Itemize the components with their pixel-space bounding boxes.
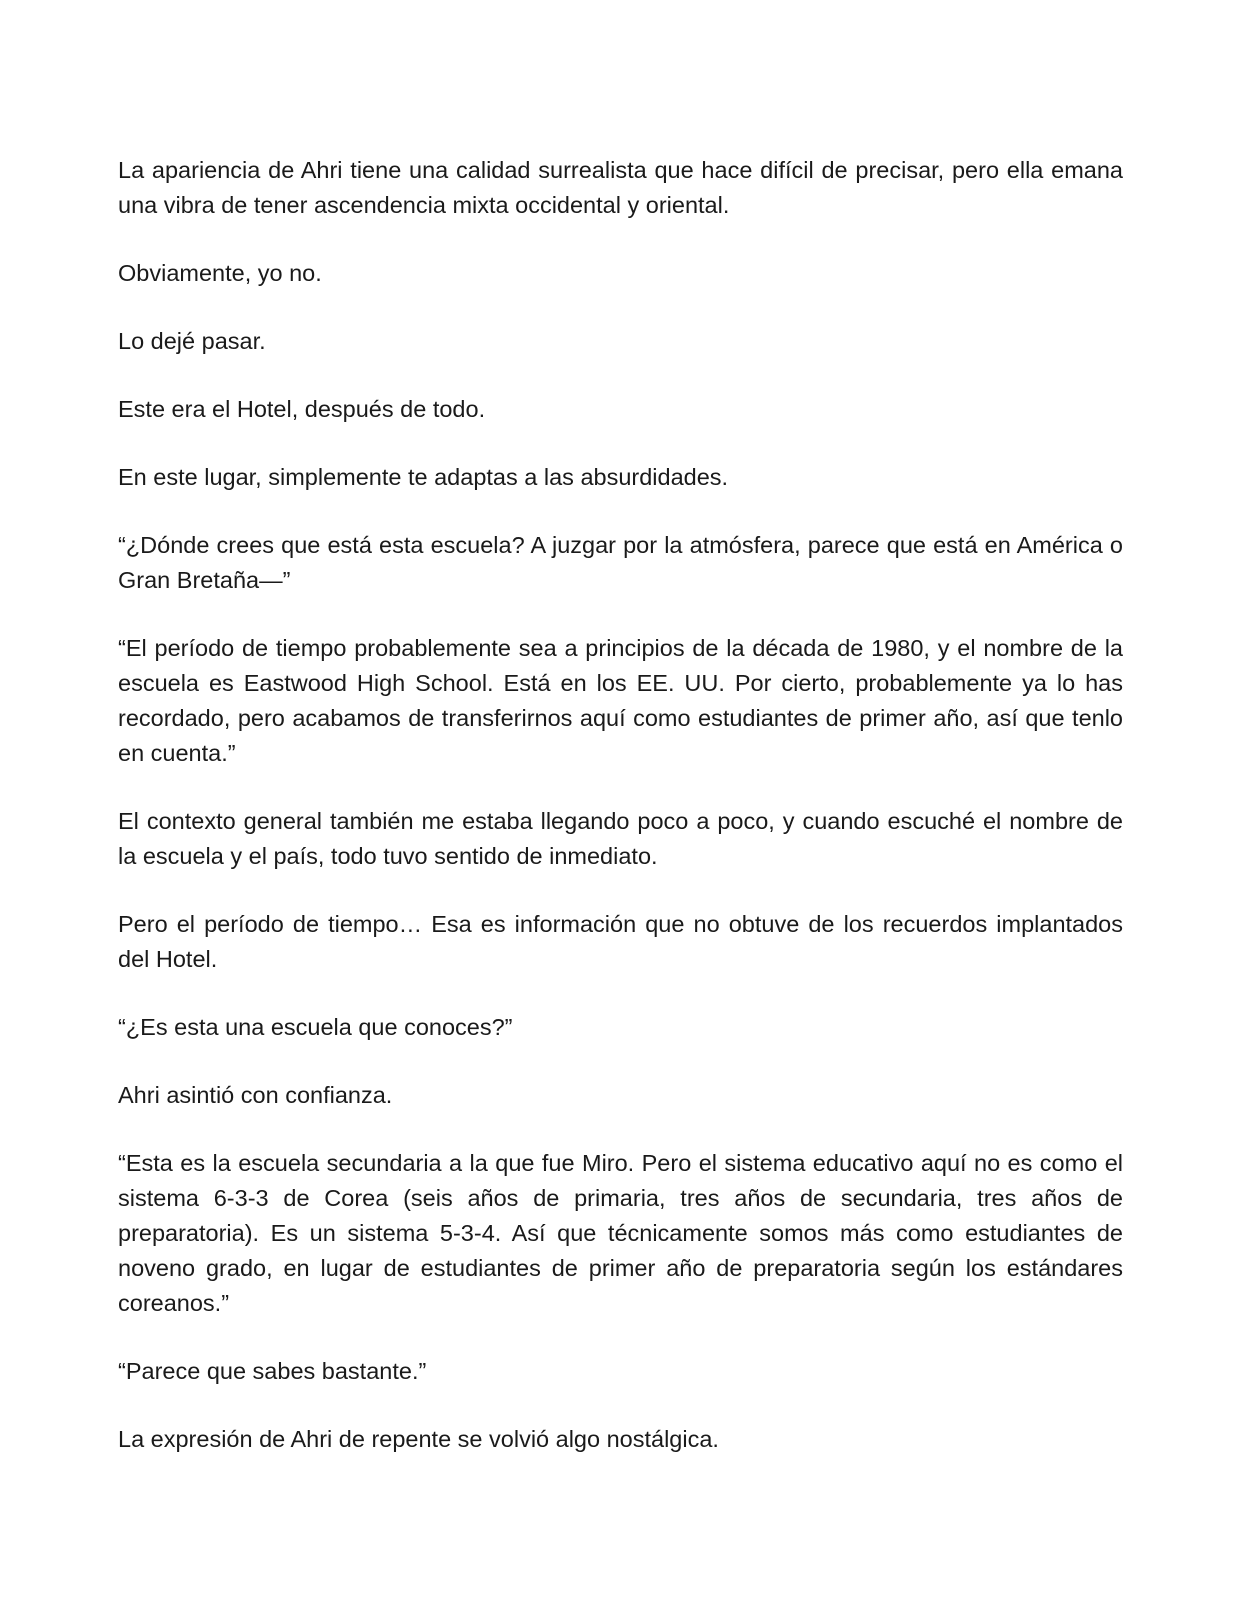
paragraph: La expresión de Ahri de repente se volvió algo nostálgica.	[118, 1426, 719, 1452]
paragraph: En este lugar, simplemente te adaptas a las absurdidades.	[118, 464, 729, 490]
paragraph: Este era el Hotel, después de todo.	[118, 396, 486, 422]
paragraph: La apariencia de Ahri tiene una calidad surrealista que hace difícil de precisar, pero ella emana una vibra de tener ascendencia mixta occidental y oriental.	[118, 157, 1123, 218]
paragraph: “¿Dónde crees que está esta escuela? A juzgar por la atmósfera, parece que está en América o Gran Bretaña—”	[118, 532, 1123, 593]
paragraph: Lo dejé pasar.	[118, 328, 266, 354]
paragraph: Obviamente, yo no.	[118, 260, 322, 286]
paragraph: “Parece que sabes bastante.”	[118, 1358, 427, 1384]
paragraph: Ahri asintió con confianza.	[118, 1082, 393, 1108]
paragraph: “Esta es la escuela secundaria a la que fue Miro. Pero el sistema educativo aquí no es como el sistema 6-3-3 de Corea (seis años de primaria, tres años de secundaria, tres años de preparatoria). Es un sistema 5-3-4. Así que técnicamente somos más como estudiantes de noveno grado, en lugar de estudiantes de primer año de preparatoria según los estándares coreanos.”	[118, 1150, 1123, 1316]
paragraph: El contexto general también me estaba llegando poco a poco, y cuando escuché el nombre de la escuela y el país, todo tuvo sentido de inmediato.	[118, 808, 1123, 869]
document-body	[118, 153, 1123, 1490]
paragraph: Pero el período de tiempo… Esa es información que no obtuve de los recuerdos implantados del Hotel.	[118, 911, 1123, 972]
paragraph: “¿Es esta una escuela que conoces?”	[118, 1014, 513, 1040]
paragraph: “El período de tiempo probablemente sea a principios de la década de 1980, y el nombre de la escuela es Eastwood High School. Está en los EE. UU. Por cierto, probablemente ya lo has recordado, pero acabamos de transferirnos aquí como estudiantes de primer año, así que tenlo en cuenta.”	[118, 635, 1123, 766]
